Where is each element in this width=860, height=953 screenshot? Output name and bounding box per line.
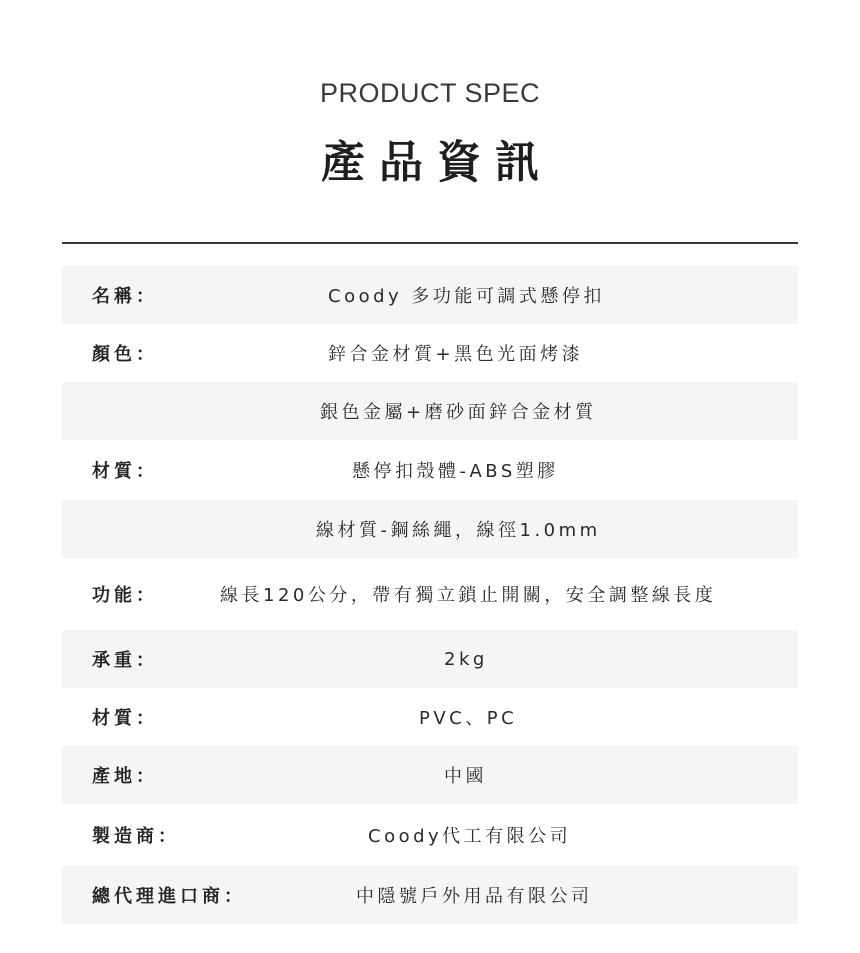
spec-row-function bbox=[62, 558, 798, 630]
spec-value: 鋅合金材質+黑色光面烤漆 bbox=[328, 344, 584, 365]
spec-value: 懸停扣殼體-ABS塑膠 bbox=[352, 461, 559, 482]
spec-row-material-3 bbox=[62, 688, 798, 746]
spec-row-name bbox=[62, 266, 798, 324]
spec-label: 承重： bbox=[92, 650, 158, 671]
spec-value: Coody 多功能可調式懸停扣 bbox=[328, 286, 605, 307]
spec-row-material-2 bbox=[62, 500, 798, 558]
spec-row-origin bbox=[62, 746, 798, 804]
spec-label: 材質： bbox=[92, 708, 158, 729]
header-divider bbox=[62, 242, 798, 244]
spec-label: 總代理進口商： bbox=[92, 886, 246, 907]
spec-row-color bbox=[62, 324, 798, 382]
spec-label: 製造商： bbox=[92, 826, 180, 847]
spec-label: 顏色： bbox=[92, 344, 158, 365]
spec-row-load bbox=[62, 630, 798, 688]
spec-value: 銀色金屬+磨砂面鋅合金材質 bbox=[320, 402, 597, 423]
spec-row-importer bbox=[62, 866, 798, 924]
spec-value: 2kg bbox=[444, 648, 488, 670]
spec-label: 功能： bbox=[92, 585, 158, 606]
spec-value: 中國 bbox=[444, 766, 487, 787]
header-title-en: PRODUCT SPEC bbox=[319, 78, 541, 108]
spec-row-material bbox=[62, 440, 798, 500]
spec-value: 中隱號戶外用品有限公司 bbox=[356, 886, 593, 907]
spec-value: Coody代工有限公司 bbox=[368, 826, 572, 847]
spec-value: PVC、PC bbox=[419, 708, 518, 729]
spec-row-manufacturer bbox=[62, 804, 798, 866]
spec-label: 產地： bbox=[92, 766, 158, 787]
spec-label: 名稱： bbox=[92, 286, 158, 307]
spec-row-color-2 bbox=[62, 382, 798, 440]
spec-value: 線長120公分，帶有獨立鎖止開關，安全調整線長度 bbox=[220, 585, 717, 606]
spec-value: 線材質-鋼絲繩，線徑1.0mm bbox=[316, 520, 601, 541]
spec-label: 材質： bbox=[92, 461, 158, 482]
header-title-zh: 產品資訊 bbox=[321, 137, 553, 188]
